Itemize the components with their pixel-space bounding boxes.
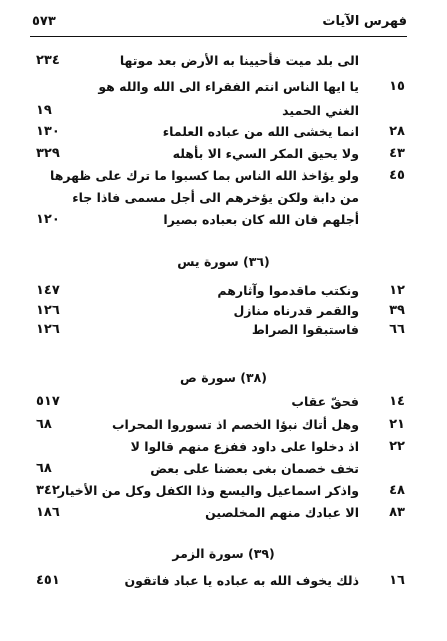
verse-text: ونكتب ماقدموا وآثارهم <box>217 283 359 298</box>
surah-heading: (٣٦) سورة يس <box>177 254 270 269</box>
verse-text: ولا يحيق المكر السيء الا بأهله <box>172 146 359 161</box>
verse-number: ١٢ <box>389 283 405 298</box>
verse-number: ١٥ <box>389 79 405 94</box>
surah-heading: (٣٨) سورة ص <box>180 370 267 385</box>
page-reference: ١٢٠ <box>36 212 60 227</box>
verse-text: اذ دخلوا على داود ففزع منهم قالوا لا <box>130 439 359 454</box>
verse-text: انما يخشى الله من عباده العلماء <box>162 124 359 139</box>
verse-text: الا عبادك منهم المخلصين <box>205 505 359 520</box>
page-reference: ٣٤٢ <box>36 483 60 498</box>
page-reference: ١٨٦ <box>36 505 60 520</box>
verse-text: أجلهم فان الله كان بعباده بصيرا <box>163 212 359 227</box>
index-row <box>0 123 447 144</box>
page-reference: ٦٨ <box>36 417 52 432</box>
index-row <box>0 145 447 166</box>
verse-text: تخف خصمان بغى بعضنا على بعض <box>150 461 359 476</box>
verse-number: ٨٣ <box>389 505 405 520</box>
index-row <box>0 167 447 188</box>
verse-number: ١٦ <box>389 573 405 588</box>
verse-number: ٤٨ <box>389 483 405 498</box>
page-reference: ١٤٧ <box>36 283 60 298</box>
page-reference: ١٢٦ <box>36 322 60 337</box>
verse-text: يا ايها الناس انتم الفقراء الى الله والله هو <box>98 79 359 94</box>
verse-text: الغني الحميد <box>282 103 359 118</box>
page-reference: ٦٨ <box>36 461 52 476</box>
page-reference: ٢٣٤ <box>36 53 60 68</box>
header-title: فهرس الآيات <box>322 14 407 29</box>
index-row <box>0 189 447 210</box>
index-row <box>0 438 447 459</box>
index-row <box>0 52 447 73</box>
verse-number: ٢٨ <box>389 124 405 139</box>
verse-text: الى بلد ميت فأحيينا به الأرض بعد موتها <box>119 53 359 68</box>
page-reference: ٣٢٩ <box>36 146 60 161</box>
index-row <box>0 211 447 232</box>
verse-text: والقمر قدرناه منازل <box>233 303 359 318</box>
page-reference: ١٩ <box>36 103 52 118</box>
index-row <box>0 482 447 503</box>
page-reference: ١٢٦ <box>36 303 60 318</box>
verse-number: ٤٥ <box>389 168 405 183</box>
page-reference: ٥١٧ <box>36 394 60 409</box>
verse-number: ١٤ <box>389 394 405 409</box>
verse-text: من دابة ولكن يؤخرهم الى أجل مسمى فاذا جاء <box>72 190 359 205</box>
surah-heading: (٣٩) سورة الزمر <box>172 546 275 561</box>
verse-text: فاستبقوا الصراط <box>251 322 359 337</box>
verse-text: ولو يؤاخذ الله الناس بما كسبوا ما ترك على ظهرها <box>50 168 359 183</box>
index-row <box>0 282 447 303</box>
verse-text: فحقّ عقاب <box>291 394 359 409</box>
verse-number: ٦٦ <box>389 322 405 337</box>
verse-number: ٣٩ <box>389 303 405 318</box>
verse-number: ٢٢ <box>389 439 405 454</box>
index-row <box>0 572 447 593</box>
verse-number: ٢١ <box>389 417 405 432</box>
index-row <box>0 78 447 99</box>
index-row <box>0 302 447 323</box>
page-reference: ٤٥١ <box>36 573 60 588</box>
page-reference: ١٣٠ <box>36 124 60 139</box>
index-row <box>0 460 447 481</box>
index-row <box>0 393 447 414</box>
verse-text: وهل أتاك نبؤا الخصم اذ تسوروا المحراب <box>111 417 359 432</box>
index-row <box>0 504 447 525</box>
page-header <box>30 10 407 37</box>
index-row <box>0 416 447 437</box>
index-row <box>0 321 447 342</box>
verse-number: ٤٣ <box>389 146 405 161</box>
header-page-number: ٥٧٣ <box>32 14 56 29</box>
verse-text: ذلك يخوف الله به عباده يا عباد فاتقون <box>124 573 359 588</box>
index-row <box>0 102 447 123</box>
verse-text: واذكر اسماعيل واليسع وذا الكفل وكل من الأخيار <box>57 483 359 498</box>
